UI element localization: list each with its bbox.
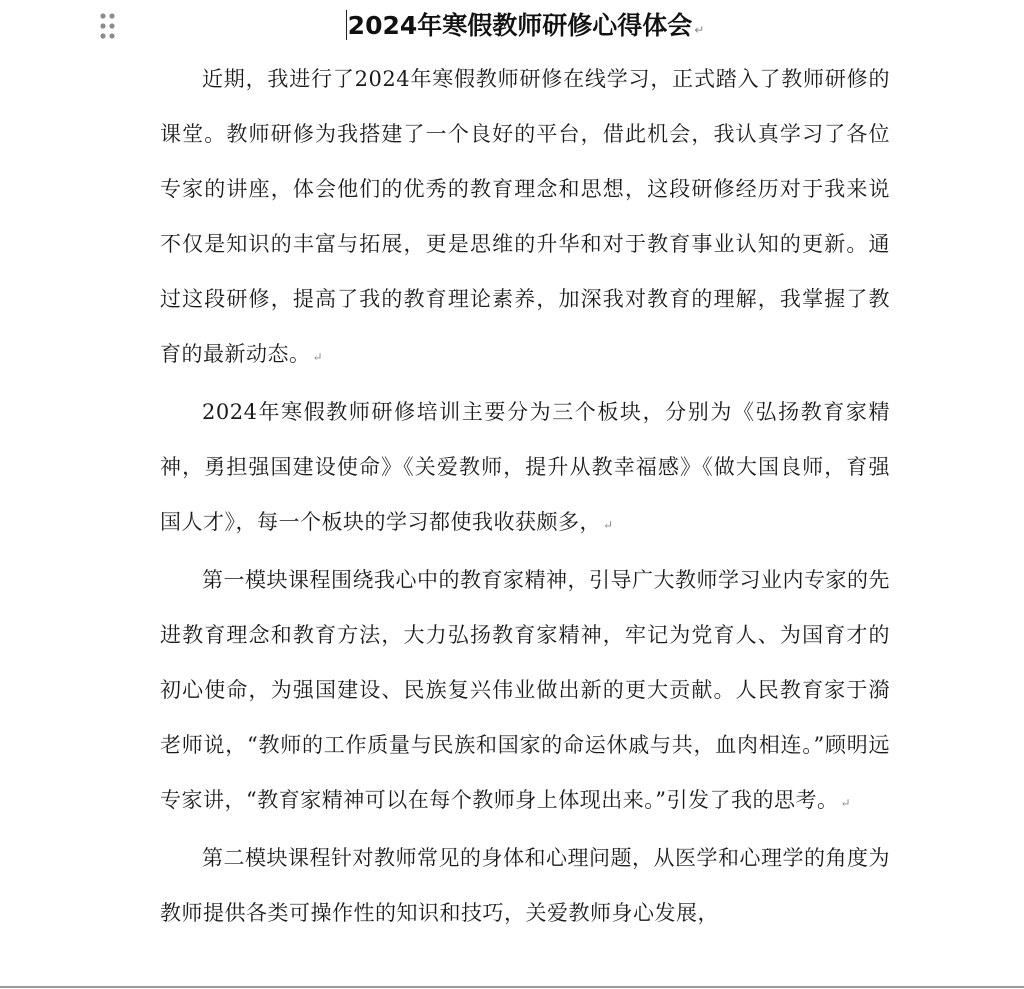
grip-dots-icon [99,12,117,40]
paragraph-4-text: 第二模块课程针对教师常见的身体和心理问题，从医学和心理学的角度为教师提供各类可操作性的知识和技巧，关爱教师身心发展， [160,846,890,925]
paragraph-2[interactable] [160,385,890,553]
document-body[interactable] [160,52,890,941]
paragraph-3[interactable] [160,553,890,831]
paragraph-2-text: 2024年寒假教师研修培训主要分为三个板块，分别为《弘扬教育家精神，勇担强国建设使命》《关爱教师，提升从教幸福感》《做大国良师，育强国人才》，每一个板块的学习都使我收获颇多， [160,400,890,534]
text-cursor [346,10,347,40]
paragraph-4[interactable] [160,831,890,941]
paragraph-mark-icon: ↵ [312,350,324,364]
document-title-text: 2024年寒假教师研修心得体会 [347,11,693,40]
drag-handle-icon[interactable] [99,12,117,40]
paragraph-1-text: 近期，我进行了2024年寒假教师研修在线学习，正式踏入了教师研修的课堂。教师研修为我搭建了一个良好的平台，借此机会，我认真学习了各位专家的讲座，体会他们的优秀的教育理念和思想，这段研修经历对于我来说不仅是知识的丰富与拓展，更是思维的升华和对于教育事业认知的更新。通过这段研修，提高了我的教育理论素养，加深我对教育的理解，我掌握了教育的最新动态。 [160,67,890,366]
paragraph-3-text: 第一模块课程围绕我心中的教育家精神，引导广大教师学习业内专家的先进教育理念和教育方法，大力弘扬教育家精神，牢记为党育人、为国育才的初心使命，为强国建设、民族复兴伟业做出新的更大贡献。人民教育家于漪老师说，“教师的工作质量与民族和国家的命运休戚与共，血肉相连。”顾明远专家讲，“教育家精神可以在每个教师身上体现出来。”引发了我的思考。 [160,568,890,812]
page-bottom-divider [0,986,1024,988]
paragraph-1[interactable] [160,52,890,385]
paragraph-mark-icon: ↵ [603,518,614,532]
document-title[interactable] [160,6,890,50]
paragraph-mark-icon: ↵ [840,796,852,810]
paragraph-mark-icon: ↵ [694,23,705,37]
